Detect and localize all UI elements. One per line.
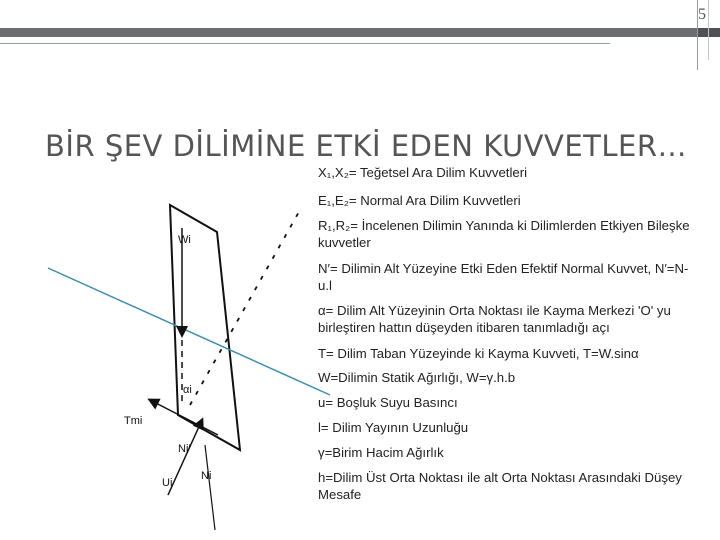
definition-item: γ=Birim Hacim Ağırlık — [318, 445, 444, 460]
definition-item: N′= Dilimin Alt Yüzeyine Etki Eden Efektif Normal Kuvvet, N′=N-u.l — [318, 261, 689, 293]
weight-label: Wi — [178, 234, 191, 246]
normal-arrow — [205, 445, 215, 530]
definition-item: h=Dilim Üst Orta Noktası ile alt Orta Noktası Arasındaki Düşey Mesafe — [318, 470, 682, 502]
water-table-line — [48, 268, 330, 395]
shear-label: Tmi — [124, 415, 143, 427]
definition-item: T= Dilim Taban Yüzeyinde ki Kayma Kuvveti, T=W.sinα — [318, 346, 639, 361]
radius-dashed-line — [190, 210, 300, 405]
pore-pressure-label: Ui — [162, 477, 173, 489]
definition-item: E₁,E₂= Normal Ara Dilim Kuvvetleri — [318, 193, 521, 208]
definition-item: u= Boşluk Suyu Basıncı — [318, 395, 458, 410]
definition-item: W=Dilimin Statik Ağırlığı, W=γ.h.b — [318, 370, 516, 385]
definition-item: R₁,R₂= İncelenen Dilimin Yanında ki Dilimlerden Etkiyen Bileşke kuvvetler — [318, 218, 690, 250]
shear-force-arrow — [150, 400, 218, 435]
normal-label: Ni — [201, 470, 212, 482]
definition-item: X₁,X₂= Teğetsel Ara Dilim Kuvvetleri — [318, 165, 528, 180]
definition-item: l= Dilim Yayının Uzunluğu — [318, 420, 469, 435]
definition-item: α= Dilim Alt Yüzeyinin Orta Noktası ile Kayma Merkezi 'O' yu birleştiren hattın düşeyden itibaren tanımladığı açı — [318, 303, 671, 335]
slide-title: BİR ŞEV DİLİMİNE ETKİ EDEN KUVVETLER… — [45, 129, 688, 164]
page-number: 5 — [698, 6, 706, 23]
effective-normal-arrow — [168, 420, 202, 495]
angle-label: αi — [183, 384, 192, 396]
effective-normal-label: Ni′ — [178, 443, 191, 455]
